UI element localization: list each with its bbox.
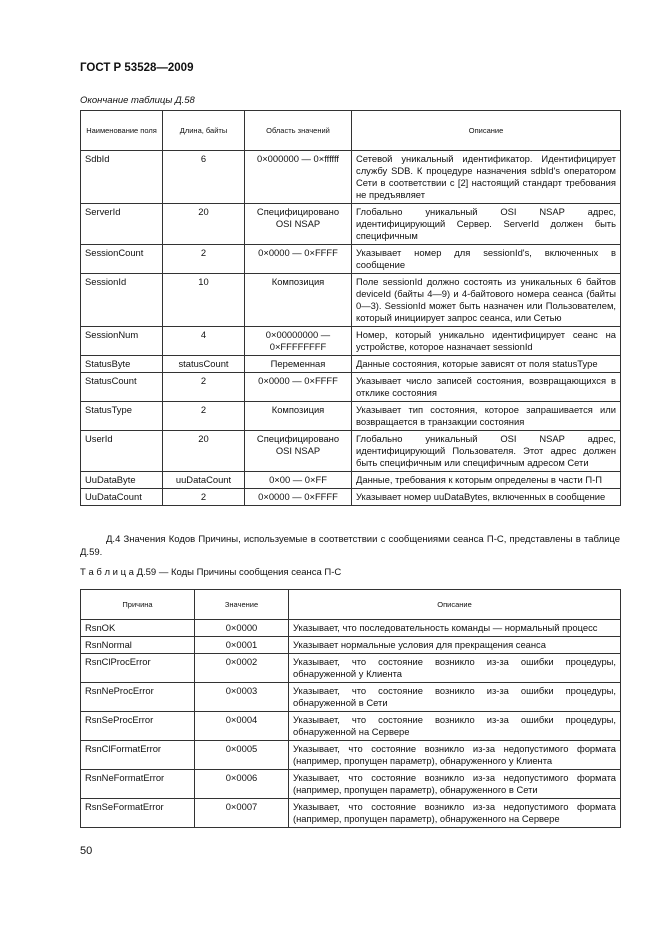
value-range-cell: 0×0000 — 0×FFFF [245, 373, 352, 402]
value-cell: 0×0002 [195, 654, 289, 683]
reason-cell: RsnSeFormatError [81, 799, 195, 828]
table-row [81, 741, 621, 770]
description-cell: Указывает тип состояния, которое запрашивается или возвращается в транзакции состояния [352, 402, 621, 431]
table-header-row [81, 111, 621, 151]
length-cell: 6 [163, 151, 245, 204]
value-range-cell: 0×00 — 0×FF [245, 472, 352, 489]
table-header-row [81, 590, 621, 620]
reason-cell: RsnSeProcError [81, 712, 195, 741]
description-cell: Указывает, что состояние возникло из-за ошибки процедуры, обнаруженной у Клиента [289, 654, 621, 683]
description-cell: Номер, который уникально идентифицирует сеанс на устройстве, которое назначает sessionId [352, 327, 621, 356]
field-name-cell: StatusType [81, 402, 163, 431]
length-cell: 4 [163, 327, 245, 356]
length-cell: 2 [163, 402, 245, 431]
value-cell: 0×0001 [195, 637, 289, 654]
value-range-cell: Композиция [245, 402, 352, 431]
column-header-description: Описание [352, 111, 621, 151]
column-header-length: Длина, байты [163, 111, 245, 151]
table-row [81, 770, 621, 799]
field-name-cell: SessionNum [81, 327, 163, 356]
table-59 [80, 589, 621, 828]
field-name-cell: StatusByte [81, 356, 163, 373]
description-cell: Сетевой уникальный идентификатор. Идентифицирует службу SDB. К процедуре назначения sdbId's оператором Сети в соответствии с [2] настоящий стандарт требования не предъявляет [352, 151, 621, 204]
description-cell: Указывает, что состояние возникло из-за недопустимого формата (например, пропущен параметр), обнаруженного в Сети [289, 770, 621, 799]
table-row [81, 402, 621, 431]
length-cell: uuDataCount [163, 472, 245, 489]
table-row [81, 204, 621, 245]
field-name-cell: UuDataCount [81, 489, 163, 506]
description-cell: Указывает номер uuDataBytes, включенных в сообщение [352, 489, 621, 506]
table-58-caption: Окончание таблицы Д.58 [80, 95, 195, 106]
value-range-cell: Специфицировано OSI NSAP [245, 431, 352, 472]
value-cell: 0×0000 [195, 620, 289, 637]
description-cell: Указывает число записей состояния, возвращающихся в отклике состояния [352, 373, 621, 402]
length-cell: 20 [163, 204, 245, 245]
description-cell: Данные, требования к которым определены в части П-П [352, 472, 621, 489]
field-name-cell: StatusCount [81, 373, 163, 402]
table-row [81, 327, 621, 356]
reason-cell: RsnNormal [81, 637, 195, 654]
description-cell: Указывает, что последовательность команды — нормальный процесс [289, 620, 621, 637]
table-58 [80, 110, 621, 506]
description-cell: Глобально уникальный OSI NSAP адрес, идентифицирующий Сервер. ServerId должен быть специфичным [352, 204, 621, 245]
value-range-cell: Специфицировано OSI NSAP [245, 204, 352, 245]
column-header-description: Описание [289, 590, 621, 620]
description-cell: Указывает, что состояние возникло из-за ошибки процедуры, обнаруженной в Сети [289, 683, 621, 712]
table-row [81, 356, 621, 373]
table-row [81, 712, 621, 741]
value-range-cell: 0×0000 — 0×FFFF [245, 245, 352, 274]
value-range-cell: 0×000000 — 0×ffffff [245, 151, 352, 204]
value-cell: 0×0003 [195, 683, 289, 712]
column-header-reason: Причина [81, 590, 195, 620]
table-row [81, 489, 621, 506]
value-cell: 0×0007 [195, 799, 289, 828]
description-cell: Указывает, что состояние возникло из-за ошибки процедуры, обнаруженной на Сервере [289, 712, 621, 741]
table-row [81, 654, 621, 683]
value-range-cell: Композиция [245, 274, 352, 327]
reason-cell: RsnClProcError [81, 654, 195, 683]
reason-cell: RsnNeProcError [81, 683, 195, 712]
table-row [81, 683, 621, 712]
length-cell: 2 [163, 373, 245, 402]
description-cell: Поле sessionId должно состоять из уникальных 6 байтов deviceId (байты 4—9) и 4-байтового номера сеанса (байты 0—3). SessionId может быть назначен или Пользователем, который инициирует запрос сеанса, или Сетью [352, 274, 621, 327]
table-row [81, 472, 621, 489]
document-header: ГОСТ Р 53528—2009 [80, 62, 194, 74]
column-header-field-name: Наименование поля [81, 111, 163, 151]
column-header-value-range: Область значений [245, 111, 352, 151]
reason-cell: RsnClFormatError [81, 741, 195, 770]
length-cell: 2 [163, 489, 245, 506]
field-name-cell: SessionCount [81, 245, 163, 274]
table-row [81, 799, 621, 828]
length-cell: 20 [163, 431, 245, 472]
section-paragraph: Д.4 Значения Кодов Причины, используемые в соответствии с сообщениями сеанса П-С, представлены в таблице Д.59. [80, 534, 620, 558]
table-row [81, 637, 621, 654]
description-cell: Данные состояния, которые зависят от поля statusType [352, 356, 621, 373]
field-name-cell: ServerId [81, 204, 163, 245]
length-cell: statusCount [163, 356, 245, 373]
field-name-cell: UserId [81, 431, 163, 472]
length-cell: 2 [163, 245, 245, 274]
value-cell: 0×0006 [195, 770, 289, 799]
description-cell: Указывает нормальные условия для прекращения сеанса [289, 637, 621, 654]
field-name-cell: SdbId [81, 151, 163, 204]
description-cell: Указывает, что состояние возникло из-за недопустимого формата (например, пропущен параметр), обнаруженного на Сервере [289, 799, 621, 828]
table-row [81, 431, 621, 472]
value-range-cell: Переменная [245, 356, 352, 373]
value-cell: 0×0004 [195, 712, 289, 741]
table-row [81, 274, 621, 327]
value-cell: 0×0005 [195, 741, 289, 770]
reason-cell: RsnOK [81, 620, 195, 637]
table-row [81, 373, 621, 402]
value-range-cell: 0×00000000 — 0×FFFFFFFF [245, 327, 352, 356]
reason-cell: RsnNeFormatError [81, 770, 195, 799]
value-range-cell: 0×0000 — 0×FFFF [245, 489, 352, 506]
description-cell: Указывает номер для sessionId's, включенных в сообщение [352, 245, 621, 274]
page-number: 50 [80, 845, 93, 857]
field-name-cell: SessionId [81, 274, 163, 327]
table-row [81, 620, 621, 637]
description-cell: Указывает, что состояние возникло из-за недопустимого формата (например, пропущен параметр), обнаруженного у Клиента [289, 741, 621, 770]
field-name-cell: UuDataByte [81, 472, 163, 489]
table-row [81, 245, 621, 274]
table-row [81, 151, 621, 204]
table-59-caption: Т а б л и ц а Д.59 — Коды Причины сообщения сеанса П-С [80, 567, 342, 578]
length-cell: 10 [163, 274, 245, 327]
description-cell: Глобально уникальный OSI NSAP адрес, идентифицирующий Пользователя. Этот адрес должен быть специфичным или специфичным адресом Сети [352, 431, 621, 472]
column-header-value: Значение [195, 590, 289, 620]
